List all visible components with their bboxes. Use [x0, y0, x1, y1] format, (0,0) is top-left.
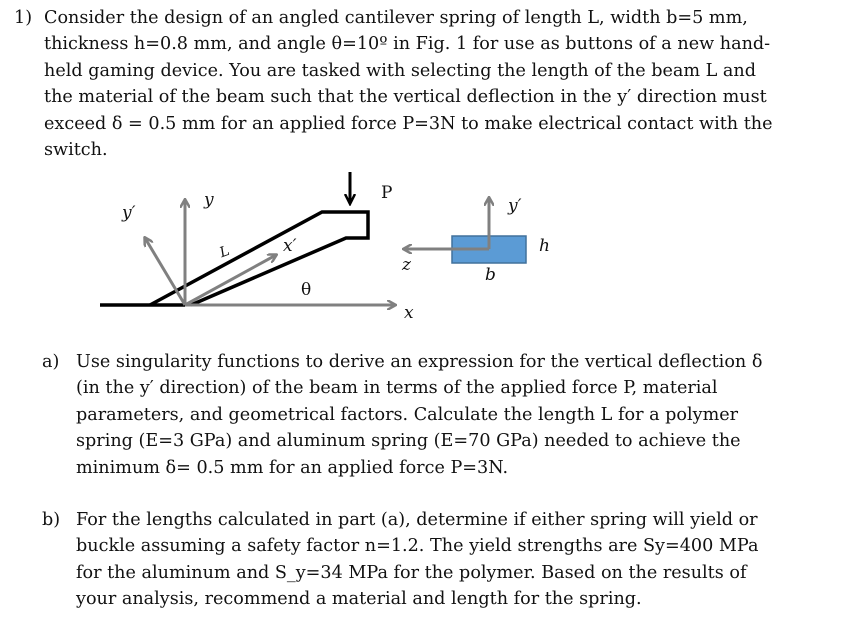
part-b-line: your analysis, recommend a material and length for the spring.: [76, 589, 642, 610]
part-a-line: Use singularity functions to derive an expression for the vertical deflection δ: [76, 352, 763, 372]
problem-line: thickness h=0.8 mm, and angle θ=10º in Fig. 1 for use as buttons of a new hand-: [44, 34, 771, 55]
problem-line: exceed δ = 0.5 mm for an applied force P=3N to make electrical contact with the: [44, 113, 773, 134]
problem-line: held gaming device. You are tasked with selecting the length of the beam L and: [44, 60, 757, 81]
problem-line: the material of the beam such that the vertical deflection in the y′ direction must: [44, 87, 767, 108]
problem-line: Consider the design of an angled cantilever spring of length L, width b=5 mm,: [44, 8, 748, 28]
label-h: h: [539, 236, 550, 256]
part-b-line: For the lengths calculated in part (a), determine if either spring will yield or: [76, 510, 758, 530]
beam-outline: [150, 212, 368, 305]
label-x-prime: x′: [283, 236, 297, 256]
label-L: L: [217, 242, 232, 262]
part-a-text: [76, 349, 762, 481]
label-y-prime-right: y′: [508, 196, 522, 216]
label-x: x: [404, 303, 414, 323]
part-a-label: a): [42, 352, 60, 372]
label-y-prime-left: y′: [122, 203, 136, 223]
label-theta: θ: [301, 280, 312, 300]
part-a-line: (in the y′ direction) of the beam in terms of the applied force P, material: [76, 378, 718, 399]
problem-line: switch.: [44, 140, 108, 161]
part-a-line: minimum δ= 0.5 mm for an applied force P=3N.: [76, 457, 509, 478]
label-P: P: [381, 183, 393, 203]
part-b-text: [76, 507, 758, 613]
part-a-line: spring (E=3 GPa) and aluminum spring (E=70 GPa) needed to achieve the: [76, 431, 741, 452]
part-b-line: buckle assuming a safety factor n=1.2. The yield strengths are Sy=400 MPa: [76, 536, 759, 557]
label-b: b: [485, 265, 496, 285]
part-b-label: b): [42, 510, 61, 530]
part-b-line: for the aluminum and S_y=34 MPa for the polymer. Based on the results of: [76, 562, 747, 583]
label-z: z: [402, 255, 411, 275]
question-number: 1): [14, 8, 33, 28]
label-y: y: [204, 190, 214, 210]
part-a-line: parameters, and geometrical factors. Calculate the length L for a polymer: [76, 404, 739, 425]
